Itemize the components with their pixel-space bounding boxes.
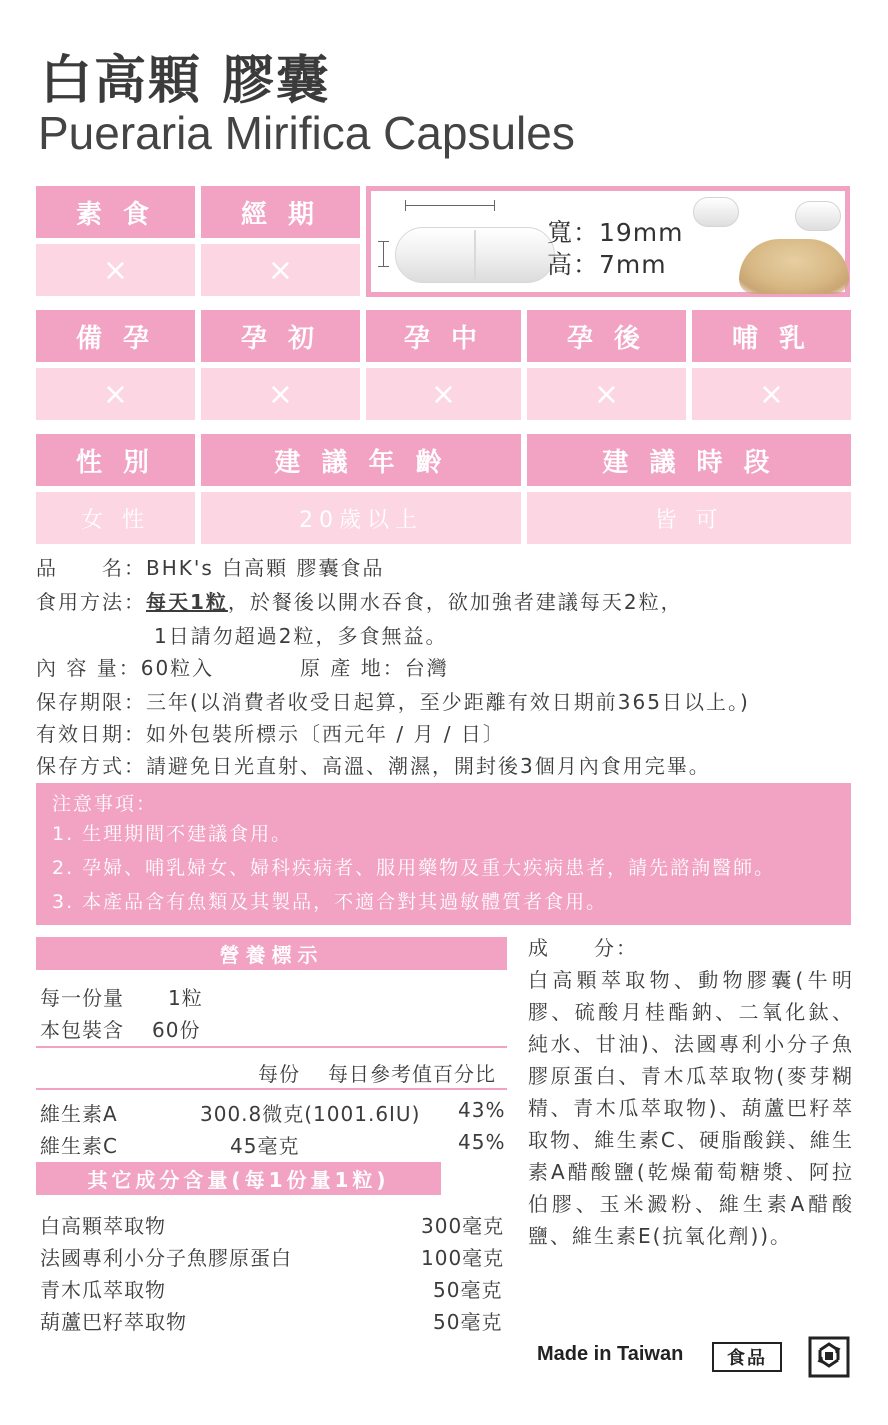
notice-panel [36,783,851,925]
package-label: 本包裝含 [40,1018,124,1042]
header-post-pregnancy: 孕 後 [527,310,686,362]
header-suggested-age: 建 議 年 齡 [201,434,521,486]
info-value: 60粒入 [140,656,215,680]
capsule-height: 高：7mm [547,250,667,279]
other-ingredients-title: 其它成分含量(每1份量1粒) [36,1162,441,1195]
divider [36,1088,507,1090]
usage-emphasis: 每天1粒 [146,590,228,614]
header-early-pregnancy: 孕 初 [201,310,360,362]
value-mid-pregnancy: × [366,368,521,420]
value-menstruation: × [201,244,360,296]
info-label: 原 產 地： [300,656,405,680]
nutrient-amount: 300.8微克(1001.6IU) [200,1102,421,1126]
other-ingredient-name: 法國專利小分子魚膠原蛋白 [40,1246,292,1270]
width-dimension-icon [405,205,495,215]
info-expiry [36,718,505,747]
info-value: BHK's 白高顆 膠囊食品 [146,556,385,580]
serving-value: 1粒 [168,986,203,1010]
height-dimension-icon [383,241,393,267]
info-label: 有效日期： [36,722,146,746]
notice-item: 3. 本產品含有魚類及其製品，不適合對其過敏體質者食用。 [52,891,608,913]
nutrient-percent: 43% [458,1098,506,1122]
column-per-serving: 每份 [258,1062,300,1086]
info-usage [36,586,683,615]
other-ingredient-name: 白高顆萃取物 [40,1214,166,1238]
capsule-size-text [547,217,684,281]
header-pre-pregnancy: 備 孕 [36,310,195,362]
package-value: 60份 [152,1018,201,1042]
info-label: 內 容 量： [36,656,141,680]
capsule-width: 寬：19mm [547,218,684,247]
header-gender: 性 別 [36,434,195,486]
header-suggested-time: 建 議 時 段 [527,434,851,486]
header-vegetarian: 素 食 [36,186,195,238]
other-ingredient-amount: 50毫克 [433,1310,503,1334]
nutrient-percent: 45% [458,1130,506,1154]
info-usage-line2: 1日請勿超過2粒，多食無益。 [154,624,448,648]
food-badge: 食品 [712,1342,782,1372]
nutrient-name: 維生素C [40,1134,118,1158]
value-breastfeeding: × [692,368,851,420]
nutrient-amount: 45毫克 [230,1134,300,1158]
notice-title: 注意事項： [52,793,158,815]
info-label: 品 名： [36,556,146,580]
other-ingredient-name: 葫蘆巴籽萃取物 [40,1310,187,1334]
value-suggested-time: 皆 可 [527,492,851,544]
value-early-pregnancy: × [201,368,360,420]
info-value: ，於餐後以開水吞食，欲加強者建議每天2粒， [227,590,683,614]
powder-image [739,239,849,294]
info-label: 食用方法： [36,590,146,614]
value-vegetarian: × [36,244,195,296]
info-origin [300,652,449,681]
info-value: 如外包裝所標示〔西元年 / 月 / 日〕 [146,722,505,746]
capsule-small-image [693,197,739,227]
notice-item: 2. 孕婦、哺乳婦女、婦科疾病者、服用藥物及重大疾病患者，請先諮詢醫師。 [52,857,776,879]
other-ingredient-amount: 300毫克 [421,1214,505,1238]
info-shelf-life [36,686,750,715]
divider [36,1046,507,1048]
info-storage [36,750,711,779]
ingredients-text: 白高顆萃取物、動物膠囊(牛明膠、硫酸月桂酯鈉、二氧化鈦、純水、甘油)、法國專利小分子魚膠原蛋白、青木瓜萃取物(麥芽糊精、青木瓜萃取物)、葫蘆巴籽萃取物、維生素C、硬脂酸鎂、維生素A醋酸鹽(乾燥葡萄糖漿、阿拉伯膠、玉米澱粉、維生素A醋酸鹽、維生素E(抗氧化劑))。 [528,968,854,1248]
info-value: 台灣 [404,656,449,680]
capsule-small-image [795,201,841,231]
title-english: Pueraria Mirifica Capsules [38,107,575,159]
info-product-name [36,552,385,581]
notice-item: 1. 生理期間不建議食用。 [52,823,293,845]
value-gender: 女 性 [36,492,195,544]
info-content [36,652,214,681]
title-chinese: 白高顆 膠囊 [40,51,331,111]
header-mid-pregnancy: 孕 中 [366,310,521,362]
ingredients-label: 成 分： [528,936,638,960]
value-post-pregnancy: × [527,368,686,420]
info-label: 保存期限： [36,690,146,714]
header-breastfeeding: 哺 乳 [692,310,851,362]
value-pre-pregnancy: × [36,368,195,420]
serving-label: 每一份量 [40,986,124,1010]
nutrient-name: 維生素A [40,1102,118,1126]
other-ingredient-amount: 100毫克 [421,1246,505,1270]
made-in-taiwan: Made in Taiwan [537,1343,684,1365]
other-ingredient-name: 青木瓜萃取物 [40,1278,166,1302]
ingredients-block [528,932,854,1252]
header-menstruation: 經 期 [201,186,360,238]
info-value: 三年(以消費者收受日起算，至少距離有效日期前365日以上。) [146,690,750,714]
capsule-size-panel [366,186,850,297]
value-suggested-age: 20歲以上 [201,492,521,544]
column-daily-value: 每日參考值百分比 [328,1062,496,1086]
nutrition-title: 營養標示 [36,937,507,970]
other-ingredient-amount: 50毫克 [433,1278,503,1302]
recycle-icon [808,1336,850,1378]
info-label: 保存方式： [36,754,146,778]
info-value: 請避免日光直射、高溫、潮濕，開封後3個月內食用完畢。 [146,754,711,778]
capsule-image [395,227,555,283]
